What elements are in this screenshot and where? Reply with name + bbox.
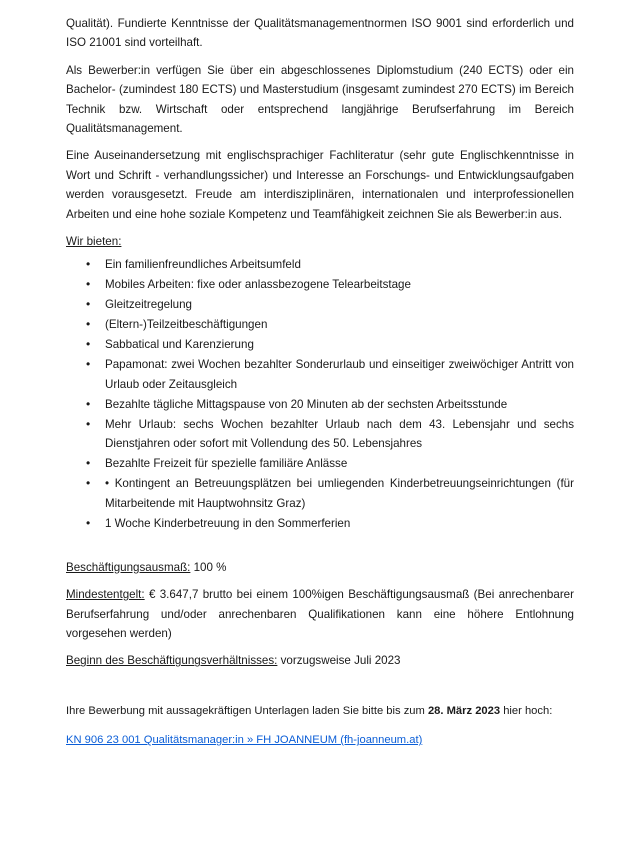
- start-line: [66, 651, 574, 670]
- paragraph-language-and-skills: Eine Auseinandersetzung mit englischsprachiger Fachliteratur (sehr gute Englischkenntnisse in Wort und Schrift - verhandlungssicher) und Interesse an Forschungs- und Entwicklungsaufgaben werden vorausgesetzt. Freude am interdisziplinären, internationalen und interprofessionellen Arbeiten und eine hohe soziale Kompetenz und Teamfähigkeit zeichnen Sie als Bewerber:in aus.: [66, 149, 574, 221]
- salary-label: Mindestentgelt:: [66, 588, 145, 602]
- application-text-after: hier hoch:: [500, 704, 553, 717]
- extent-value: 100 %: [190, 560, 227, 574]
- offer-heading-text: Wir bieten:: [66, 235, 122, 249]
- bullet-icon: •: [86, 396, 91, 411]
- offer-list-item: [66, 335, 574, 354]
- spacer: [66, 679, 574, 702]
- document-page: [66, 14, 574, 759]
- bullet-icon: •: [86, 337, 91, 352]
- bullet-icon: •: [86, 297, 91, 312]
- bullet-icon: •: [86, 515, 91, 530]
- offer-item-text: Mobiles Arbeiten: fixe oder anlassbezogene Telearbeitstage: [105, 278, 411, 292]
- offer-heading: [66, 232, 574, 251]
- application-deadline: 28. März 2023: [427, 704, 501, 717]
- bullet-icon: •: [86, 357, 91, 372]
- offer-list-item: [66, 514, 574, 533]
- extent-label: Beschäftigungsausmaß:: [66, 560, 191, 574]
- bullet-icon: •: [86, 277, 91, 292]
- salary-line: [66, 585, 574, 643]
- offer-list: [66, 255, 574, 533]
- offer-list-item: [66, 395, 574, 414]
- bullet-icon: •: [86, 317, 91, 332]
- offer-list-item: [66, 454, 574, 473]
- offer-list-item: [66, 255, 574, 274]
- offer-item-text: Ein familienfreundliches Arbeitsumfeld: [105, 258, 301, 272]
- offer-list-item: [66, 415, 574, 454]
- offer-item-text: 1 Woche Kinderbetreuung in den Sommerferien: [105, 516, 351, 530]
- application-link[interactable]: KN 906 23 001 Qualitätsmanager:in » FH JOANNEUM (fh-joanneum.at): [66, 734, 423, 747]
- bullet-icon: •: [86, 416, 91, 431]
- offer-list-item: [66, 295, 574, 314]
- application-text-before: Ihre Bewerbung mit aussagekräftigen Unterlagen laden Sie bitte bis zum: [66, 704, 428, 717]
- extent-line: [66, 558, 574, 577]
- offer-item-text: (Eltern-)Teilzeitbeschäftigungen: [105, 318, 268, 332]
- application-line: [66, 702, 574, 721]
- offer-item-text: Mehr Urlaub: sechs Wochen bezahlter Urlaub nach dem 43. Lebensjahr und sechs Dienstjahren oder sofort mit Vollendung des 50. Lebensjahres: [105, 417, 574, 451]
- start-value: vorzugsweise Juli 2023: [277, 654, 401, 668]
- offer-list-item: [66, 315, 574, 334]
- paragraph-education-requirements: Als Bewerber:in verfügen Sie über ein abgeschlossenes Diplomstudium (240 ECTS) oder ein Bachelor- (zumindest 180 ECTS) und Masterstudium (insgesamt zumindest 270 ECTS) im Bereich Technik bzw. Wirtschaft oder entsprechend langjährige Berufserfahrung im Bereich Qualitätsmanagement.: [66, 63, 574, 136]
- bullet-icon: •: [86, 476, 91, 491]
- paragraph-qualification-norms: Qualität). Fundierte Kenntnisse der Qualitätsmanagementnormen ISO 9001 sind erforderlich und ISO 21001 sind vorteilhaft.: [66, 17, 574, 50]
- start-label: Beginn des Beschäftigungsverhältnisses:: [66, 654, 278, 668]
- offer-list-item: [66, 474, 574, 513]
- offer-item-text: Gleitzeitregelung: [105, 298, 193, 312]
- offer-list-item: [66, 355, 574, 394]
- bullet-icon: •: [86, 257, 91, 272]
- bullet-icon: •: [86, 456, 91, 471]
- offer-list-item: [66, 275, 574, 294]
- offer-item-text: Papamonat: zwei Wochen bezahlter Sonderurlaub und einseitiger zweiwöchiger Antritt von Urlaub oder Zeitausgleich: [105, 358, 574, 391]
- spacer: [66, 534, 574, 558]
- offer-item-text: Sabbatical und Karenzierung: [105, 338, 254, 352]
- offer-item-text: • Kontingent an Betreuungsplätzen bei umliegenden Kinderbetreuungseinrichtungen (für Mitarbeitende mit Hauptwohnsitz Graz): [105, 477, 574, 510]
- salary-value: € 3.647,7 brutto bei einem 100%igen Beschäftigungsausmaß (Bei anrechenbarer Berufserfahrung und/oder anrechenbaren Qualifikationen kann eine höhere Entlohnung vorgesehen werden): [66, 588, 574, 640]
- offer-item-text: Bezahlte tägliche Mittagspause von 20 Minuten ab der sechsten Arbeitsstunde: [105, 397, 508, 411]
- offer-item-text: Bezahlte Freizeit für spezielle familiäre Anlässe: [105, 457, 348, 471]
- application-link-line: [66, 731, 574, 750]
